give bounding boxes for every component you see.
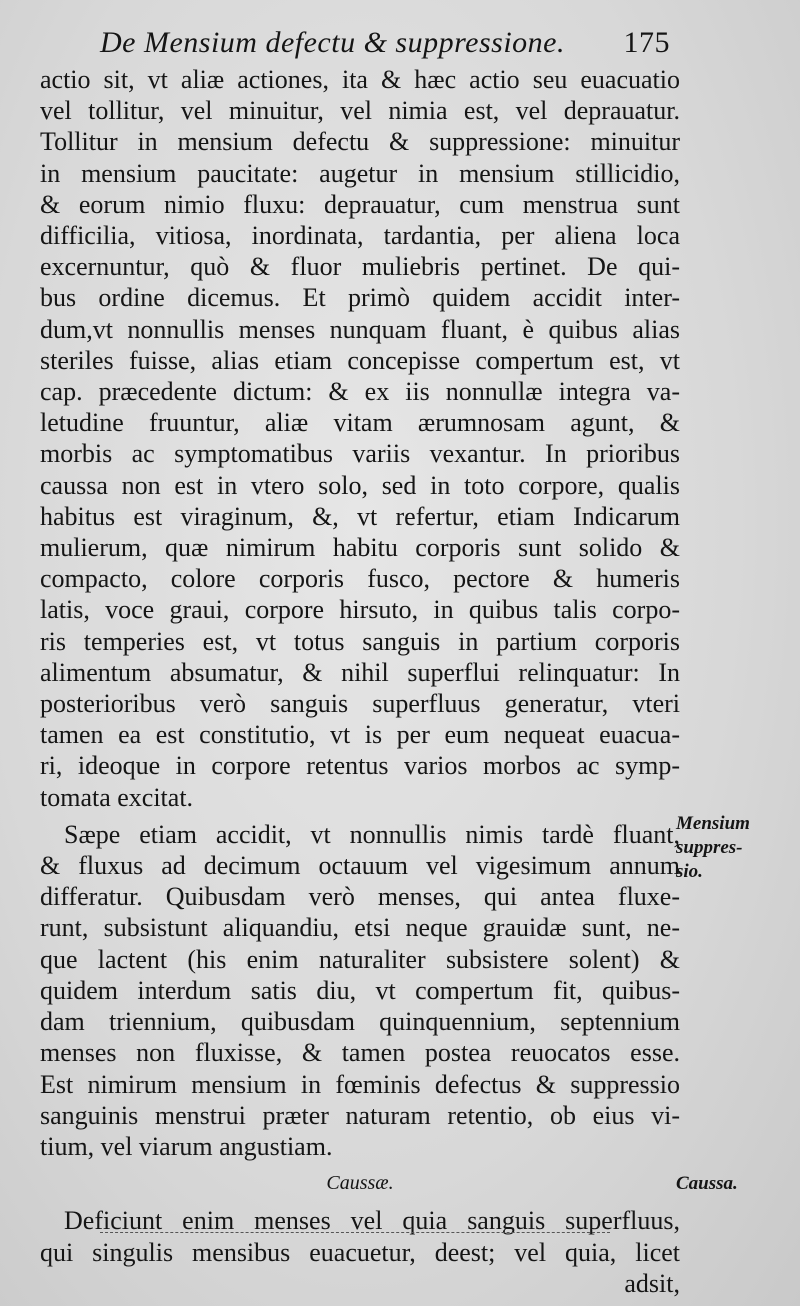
catchword: adsit, xyxy=(624,1268,680,1298)
paragraph-1 xyxy=(40,64,680,813)
text-line: quidem interdum satis diu, vt compertum fit, quibus- xyxy=(40,975,680,1005)
text-line: habitus est viraginum, &, vt refertur, etiam Indicarum xyxy=(40,501,680,531)
section-subheading: Caussæ. xyxy=(326,1172,394,1195)
text-line: in mensium paucitate: augetur in mensium stillicidio, xyxy=(40,158,680,188)
text-line: excernuntur, quò & fluor muliebris pertinet. De qui- xyxy=(40,252,680,282)
text-line: & fluxus ad decimum octauum vel vigesimum annum xyxy=(40,851,680,881)
text-line: differatur. Quibusdam verò menses, qui antea fluxe- xyxy=(40,882,680,912)
running-title: De Mensium defectu & suppressione. xyxy=(100,26,565,59)
text-line: que lactent (his enim naturaliter subsistere solent) & xyxy=(40,944,680,974)
text-line: posterioribus verò sanguis superfluus generatur, vteri xyxy=(40,689,680,719)
text-line: alimentum absumatur, & nihil superflui relinquatur: In xyxy=(40,657,680,687)
text-line: sanguinis menstrui præter naturam retentio, ob eius vi- xyxy=(40,1100,680,1130)
text-line: runt, subsistunt aliquandiu, etsi neque grauidæ sunt, ne- xyxy=(40,913,680,943)
margin-note-mensium-suppressio xyxy=(676,812,796,884)
text-line: morbis ac symptomatibus variis vexantur. In prioribus xyxy=(40,439,680,469)
text-line: compacto, colore corporis fusco, pectore & humeris xyxy=(40,564,680,594)
text-line: qui singulis mensibus euacuetur, deest; vel quia, licet xyxy=(40,1237,680,1267)
footer-rule xyxy=(100,1232,610,1233)
text-line: steriles fuisse, alias etiam concepisse compertum est, vt xyxy=(40,345,680,375)
margin-note-line: suppres- xyxy=(676,837,743,858)
paragraph-3 xyxy=(40,1205,680,1267)
text-line: Deficiunt enim menses vel quia sanguis superfluus, xyxy=(64,1206,680,1236)
text-line: ris temperies est, vt totus sanguis in partium corporis xyxy=(40,626,680,656)
text-line: tium, vel viarum angustiam. xyxy=(40,1131,333,1161)
text-line: & eorum nimio fluxu: deprauatur, cum menstrua sunt xyxy=(40,189,680,219)
text-line: caussa non est in vtero solo, sed in toto corpore, qualis xyxy=(40,470,680,500)
paragraph-2 xyxy=(40,819,680,1162)
text-line: Est nimirum mensium in fœminis defectus & suppressio xyxy=(40,1069,680,1099)
main-text xyxy=(40,64,680,1299)
text-line: tamen ea est constitutio, vt is per eum nequeat euacua- xyxy=(40,720,680,750)
page-number: 175 xyxy=(623,26,670,59)
text-line: dam triennium, quibusdam quinquennium, septennium xyxy=(40,1007,680,1037)
margin-note-caussa xyxy=(676,1172,796,1196)
text-line: ri, ideoque in corpore retentus varios morbos ac symp- xyxy=(40,751,680,781)
text-line: Tollitur in mensium defectu & suppressione: minuitur xyxy=(40,127,680,157)
text-line: cap. præcedente dictum: & ex iis nonnullæ integra va- xyxy=(40,377,680,407)
running-header xyxy=(100,26,670,60)
text-line: dum,vt nonnullis menses nunquam fluant, è quibus alias xyxy=(40,314,680,344)
text-line: vel tollitur, vel minuitur, vel nimia est, vel deprauatur. xyxy=(40,96,680,126)
text-line: latis, voce graui, corpore hirsuto, in quibus talis corpo- xyxy=(40,595,680,625)
margin-note-line: sio. xyxy=(676,861,703,882)
text-line: menses non fluxisse, & tamen postea reuocatos esse. xyxy=(40,1038,680,1068)
text-line: difficilia, vitiosa, inordinata, tardantia, per aliena loca xyxy=(40,221,680,251)
text-line: mulierum, quæ nimirum habitu corporis sunt solido & xyxy=(40,533,680,563)
margin-note-line: Mensium xyxy=(676,813,750,834)
text-line: Sæpe etiam accidit, vt nonnullis nimis tardè fluant, xyxy=(64,819,680,849)
margin-note-line: Caussa. xyxy=(676,1173,738,1194)
text-line: bus ordine dicemus. Et primò quidem accidit inter- xyxy=(40,283,680,313)
text-line: letudine fruuntur, aliæ vitam ærumnosam agunt, & xyxy=(40,408,680,438)
text-line: tomata excitat. xyxy=(40,782,194,812)
text-line: actio sit, vt aliæ actiones, ita & hæc actio seu euacuatio xyxy=(40,65,680,94)
